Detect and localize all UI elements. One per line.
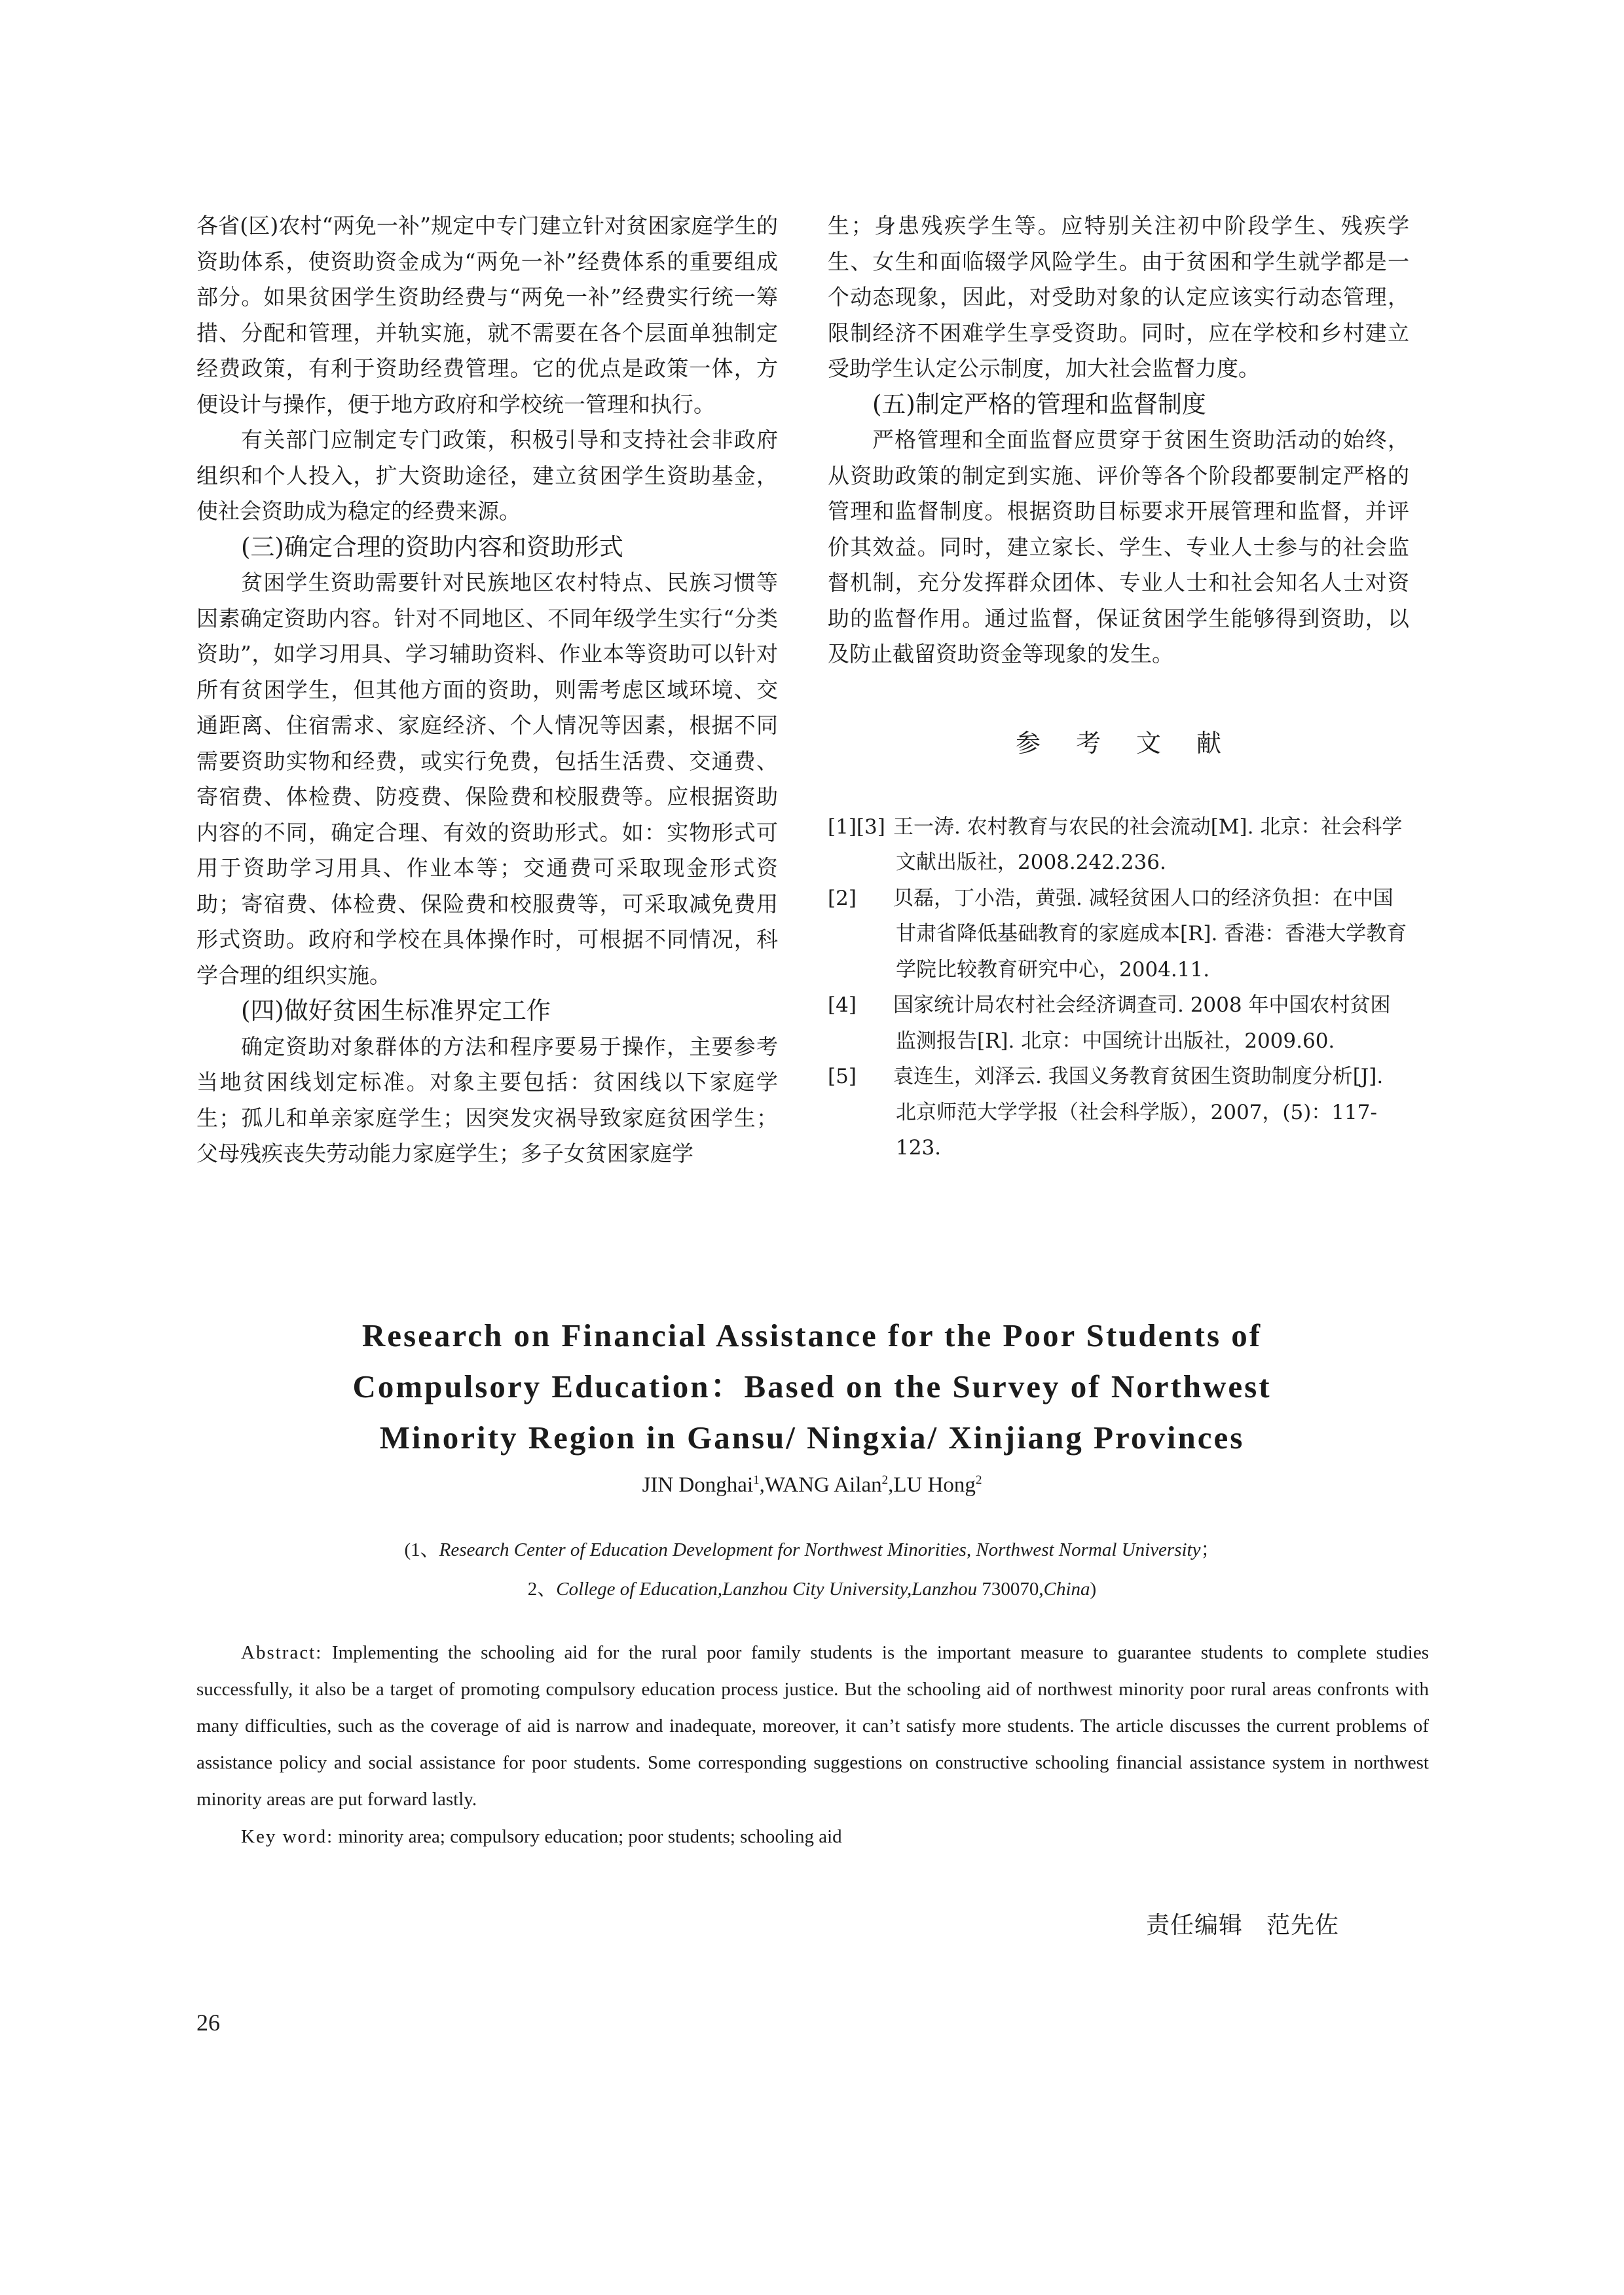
section-heading: (五)制定严格的管理和监督制度 (872, 390, 1206, 418)
reference-item (828, 1059, 1409, 1166)
reference-number: [4] (828, 993, 857, 1017)
affiliation-country: China (1043, 1579, 1090, 1600)
abstract (196, 1634, 1429, 1818)
authors-line (196, 1467, 1428, 1498)
section-heading: (三)确定合理的资助内容和资助形式 (241, 532, 623, 561)
keywords-text: minority area; compulsory education; poor students; schooling aid (338, 1826, 842, 1847)
english-title-line: Minority Region in Gansu/ Ningxia/ Xinjiang Provinces (379, 1420, 1245, 1456)
affiliation-suffix: ； (1200, 1539, 1220, 1560)
editor-label: 责任编辑 (1146, 1912, 1244, 1939)
reference-item (828, 987, 1409, 1059)
responsible-editor (1146, 1907, 1339, 1940)
reference-number: [5] (828, 1065, 857, 1088)
reference-text: 贝磊，丁小浩，黄强. 减轻贫困人口的经济负担：在中国甘肃省降低基础教育的家庭成本[R]. 香港：香港大学教育学院比较教育研究中心，2004.11. (893, 886, 1407, 982)
reference-number: [2] (828, 886, 857, 910)
affiliation-1 (196, 1537, 1428, 1563)
reference-text: 王一涛. 农村教育与农民的社会流动[M]. 北京：社会科学文献出版社，2008.242.236. (893, 815, 1403, 874)
reference-text: 袁连生，刘泽云. 我国义务教育贫困生资助制度分析[J]. 北京师范大学学报（社会科学版），2007，(5)：117- 123. (893, 1065, 1384, 1160)
reference-text: 国家统计局农村社会经济调查司. 2008 年中国农村贫困监测报告[R]. 北京：中国统计出版社，2009.60. (893, 993, 1391, 1053)
author-affiliation-mark: 1 (753, 1473, 760, 1487)
reference-item (828, 881, 1409, 988)
english-title (196, 1310, 1428, 1463)
body-paragraph: 各省(区)农村“两免一补”规定中专门建立针对贫困家庭学生的资助体系，使资助资金成为“两免一补”经费体系的重要组成部分。如果贫困学生资助经费与“两免一补”经费实行统一筹措、分配和管理，并轨实施，就不需要在各个层面单独制定经费政策，有利于资助经费管理。它的优点是政策一体，方便设计与操作，便于地方政府和学校统一管理和执行。 (196, 213, 778, 417)
author-name: ,LU Hong (888, 1473, 976, 1497)
keywords-label: Key word: (241, 1826, 334, 1847)
english-title-line: Research on Financial Assistance for the Poor Students of (361, 1317, 1263, 1353)
body-paragraph: 确定资助对象群体的方法和程序要易于操作，主要参考当地贫困线划定标准。对象主要包括：贫困线以下家庭学生；孤儿和单亲家庭学生；因突发灾祸导致家庭贫困学生；父母残疾丧失劳动能力家庭学生；多子女贫困家庭学 (196, 1033, 778, 1166)
abstract-text: Implementing the schooling aid for the rural poor family students is the important measure to guarantee students to complete studies successfully, it also be a target of promoting compulsory education process justice. But the schooling aid of northwest minority poor rural areas confronts with many difficulties, such as the coverage of aid is narrow and inadequate, moreover, it can’t satisfy more students. The article discusses the current problems of assistance policy and social assistance for poor students. Some corresponding suggestions on constructive schooling financial assistance system in northwest minority areas are put forward lastly. (196, 1642, 1430, 1810)
reference-list (828, 809, 1409, 1166)
body-paragraph: 严格管理和全面监督应贯穿于贫困生资助活动的始终，从资助政策的制定到实施、评价等各个阶段都要制定严格的管理和监督制度。根据资助目标要求开展管理和监督，并评价其效益。同时，建立家长、学生、专业人士参与的社会监督机制，充分发挥群众团体、专业人士和社会知名人士对资助的监督作用。通过监督，保证贫困学生能够得到资助，以及防止截留资助资金等现象的发生。 (828, 427, 1409, 667)
body-paragraph: 有关部门应制定专门政策，积极引导和支持社会非政府组织和个人投入，扩大资助途径，建立贫困学生资助基金，使社会资助成为稳定的经费来源。 (196, 427, 778, 524)
page-number: 26 (196, 2010, 220, 2036)
affiliation-suffix: ) (1090, 1579, 1097, 1600)
body-paragraph: 生；身患残疾学生等。应特别关注初中阶段学生、残疾学生、女生和面临辍学风险学生。由于贫困和学生就学都是一个动态现象，因此，对受助对象的认定应该实行动态管理，限制经济不困难学生享受资助。同时，应在学校和乡村建立受助学生认定公示制度，加大社会监督力度。 (828, 213, 1409, 381)
postal-code: 730070, (977, 1579, 1044, 1600)
affiliation-text: Research Center of Education Development for Northwest Minorities, Northwest Normal University (439, 1539, 1201, 1560)
author-name: JIN Donghai (642, 1473, 754, 1497)
keywords (196, 1818, 1429, 1855)
section-heading: (四)做好贫困生标准界定工作 (241, 997, 551, 1025)
reference-item (828, 809, 1409, 881)
author-affiliation-mark: 2 (975, 1473, 982, 1487)
references-title: 参考文献 (1015, 728, 1257, 758)
left-column (196, 208, 778, 1172)
affiliation-2 (196, 1576, 1428, 1602)
english-title-line: Compulsory Education：Based on the Survey of Northwest (352, 1368, 1272, 1405)
author-affiliation-mark: 2 (881, 1473, 889, 1487)
abstract-label: Abstract: (241, 1642, 323, 1663)
affiliation-prefix: (1、 (404, 1539, 439, 1560)
right-column (828, 208, 1409, 1166)
editor-name: 范先佐 (1266, 1912, 1340, 1939)
reference-number: [1][3] (828, 815, 885, 839)
affiliation-text: College of Education,Lanzhou City University,Lanzhou (556, 1579, 978, 1600)
affiliation-prefix: 2、 (527, 1579, 557, 1600)
body-paragraph: 贫困学生资助需要针对民族地区农村特点、民族习惯等因素确定资助内容。针对不同地区、不同年级学生实行“分类资助”，如学习用具、学习辅助资料、作业本等资助可以针对所有贫困学生，但其他方面的资助，则需考虑区域环境、交通距离、住宿需求、家庭经济、个人情况等因素，根据不同需要资助实物和经费，或实行免费，包括生活费、交通费、寄宿费、体检费、防疫费、保险费和校服费等。应根据资助内容的不同，确定合理、有效的资助形式。如：实物形式可用于资助学习用具、作业本等；交通费可采取现金形式资助；寄宿费、体检费、保险费和校服费等，可采取减免费用形式资助。政府和学校在具体操作时，可根据不同情况，科学合理的组织实施。 (196, 570, 778, 988)
author-name: ,WANG Ailan (759, 1473, 882, 1497)
